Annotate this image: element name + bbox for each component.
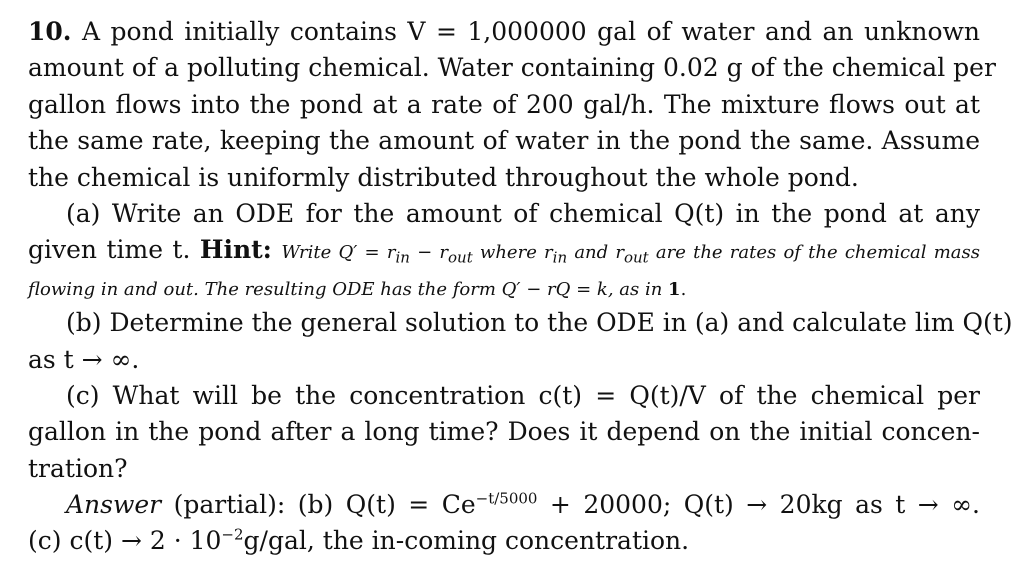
problem-line-1	[28, 14, 980, 50]
part-c-text-2: gallon in the pond after a long time? Does it depend on the initial concen-	[28, 417, 980, 447]
answer-line-1	[28, 487, 980, 523]
answer-b-part-2: + 20000; Q(t) → 20kg as t → ∞.	[537, 490, 980, 520]
problem-line-5	[28, 160, 980, 196]
answer-b-exponent: −t/5000	[475, 489, 538, 508]
answer-c-part-1: (c) c(t) → 2 · 10	[28, 526, 222, 556]
part-a-text-2: given time t.	[28, 235, 191, 265]
part-a-text: (a) Write an ODE for the amount of chemical Q(t) in the pond at any	[66, 198, 980, 228]
problem-line-3	[28, 87, 980, 123]
intro-line-3: gallon flows into the pond at a rate of 200 gal/h. The mixture flows out at	[28, 89, 980, 119]
hint-line-2: flowing in and out. The resulting ODE has the form Q′ − rQ = k, as in	[28, 278, 669, 300]
part-a-line-2	[28, 232, 980, 268]
answer-line-2	[28, 523, 980, 559]
answer-b-part-1: (partial): (b) Q(t) = Ce	[161, 490, 476, 520]
part-c-line-3	[28, 451, 980, 487]
answer-label: Answer	[66, 490, 162, 520]
intro-line-5: the chemical is uniformly distributed throughout the whole pond.	[28, 162, 859, 192]
part-a-line-1	[28, 196, 980, 232]
part-b-text-2: as t → ∞.	[28, 344, 140, 374]
problem-document	[28, 14, 1013, 560]
part-c-line-1	[28, 378, 980, 414]
intro-line-2: amount of a polluting chemical. Water containing 0.02 g of the chemical per	[28, 53, 996, 83]
part-a-line-3	[28, 269, 980, 305]
part-b-line-2	[28, 342, 980, 378]
part-b-line-1	[28, 305, 1013, 341]
answer-c-part-2: g/gal, the in-coming concentration.	[243, 526, 690, 556]
intro-line-1: A pond initially contains V = 1,000000 gal of water and an unknown	[82, 17, 980, 46]
intro-line-4: the same rate, keeping the amount of water in the pond the same. Assume	[28, 126, 980, 156]
problem-line-2	[28, 50, 996, 86]
part-b-text: (b) Determine the general solution to the ODE in (a) and calculate lim Q(t)	[66, 308, 1013, 338]
part-c-line-2	[28, 414, 980, 450]
answer-c-exponent: −2	[221, 526, 244, 545]
problem-number: 10.	[28, 17, 72, 46]
part-c-text: (c) What will be the concentration c(t) = Q(t)/V of the chemical per	[66, 380, 980, 410]
hint-end: .	[680, 278, 687, 300]
hint-ref: 1	[668, 278, 681, 300]
problem-line-4	[28, 123, 980, 159]
hint-label: Hint:	[199, 235, 272, 265]
hint-text: Write $Q' = r_{in} - r_{out}$ where $r_{in}$ and $r_{out}$ are the rates of the chemical mass	[281, 242, 981, 267]
part-c-text-3: tration?	[28, 453, 128, 483]
